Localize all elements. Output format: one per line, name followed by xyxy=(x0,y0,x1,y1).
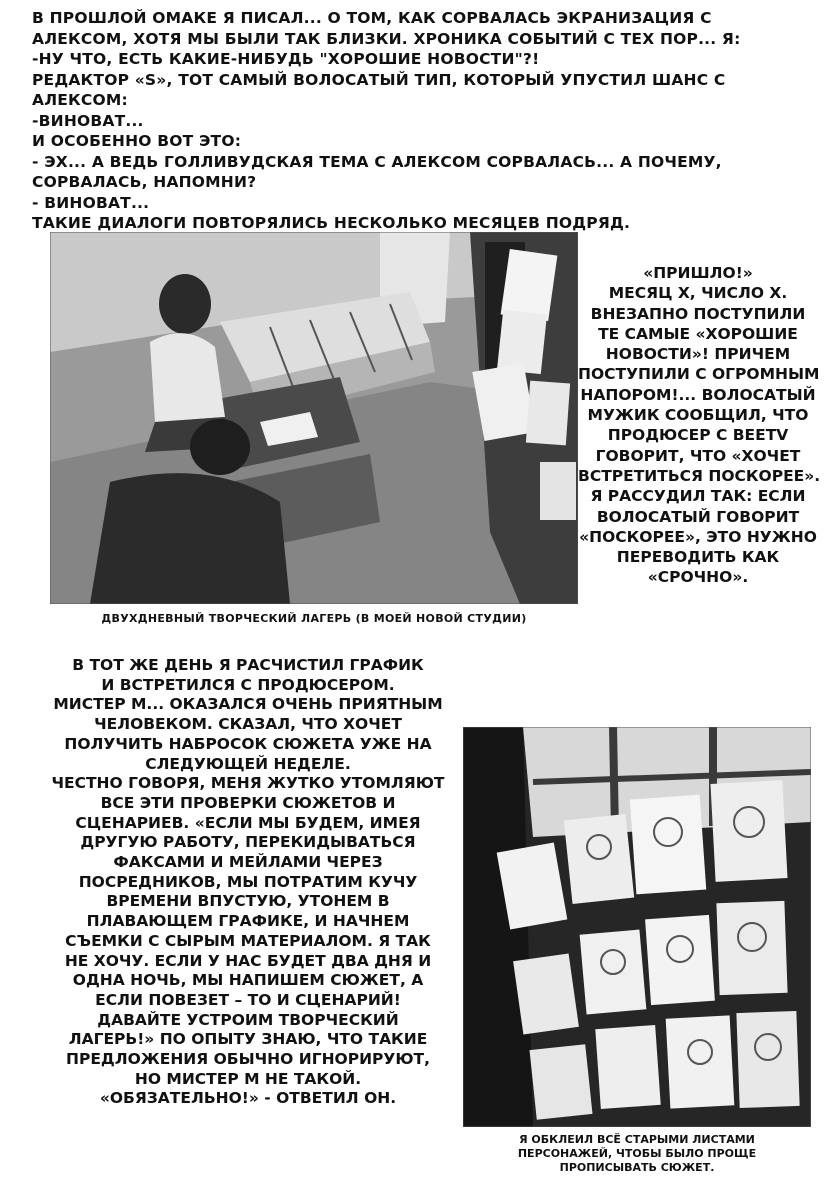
photo-caption: ДВУХДНЕВНЫЙ ТВОРЧЕСКИЙ ЛАГЕРЬ (В МОЕЙ НОВОЙ СТУДИИ) xyxy=(101,612,527,625)
intro-line: РЕДАКТОР «S», ТОТ САМЫЙ ВОЛОСАТЫЙ ТИП, КОТОРЫЙ УПУСТИЛ ШАНС С xyxy=(32,70,726,89)
main-line: СЦЕНАРИЕВ. «ЕСЛИ МЫ БУДЕМ, ИМЕЯ xyxy=(75,813,421,832)
intro-line: И ОСОБЕННО ВОТ ЭТО: xyxy=(32,132,242,150)
wall-sheets-illustration xyxy=(463,727,811,1127)
intro-line: -ВИНОВАТ... xyxy=(32,111,144,130)
main-line: ДАВАЙТЕ УСТРОИМ ТВОРЧЕСКИЙ xyxy=(97,1010,399,1029)
main-line: В ТОТ ЖЕ ДЕНЬ Я РАСЧИСТИЛ ГРАФИК xyxy=(72,656,424,674)
main-line: МИСТЕР М... ОКАЗАЛСЯ ОЧЕНЬ ПРИЯТНЫМ xyxy=(53,695,443,714)
photo-caption xyxy=(463,1133,811,1175)
main-line: ОДНА НОЧЬ, МЫ НАПИШЕМ СЮЖЕТ, А xyxy=(72,971,424,990)
side-line: ТЕ САМЫЕ «ХОРОШИЕ xyxy=(598,324,798,343)
side-line: МУЖИК СООБЩИЛ, ЧТО xyxy=(587,406,809,425)
main-line: ДРУГУЮ РАБОТУ, ПЕРЕКИДЫВАТЬСЯ xyxy=(80,833,416,852)
intro-line: АЛЕКСОМ, ХОТЯ МЫ БЫЛИ ТАК БЛИЗКИ. ХРОНИКА СОБЫТИЙ С ТЕХ ПОР... Я: xyxy=(32,29,741,48)
side-line: НОВОСТИ»! ПРИЧЕМ xyxy=(605,345,791,364)
main-line: ФАКСАМИ И МЕЙЛАМИ ЧЕРЕЗ xyxy=(113,853,383,872)
intro-line: -НУ ЧТО, ЕСТЬ КАКИЕ-НИБУДЬ "ХОРОШИЕ НОВОСТИ"?! xyxy=(32,50,540,68)
caption-line: ПРОПИСЫВАТЬ СЮЖЕТ. xyxy=(559,1161,715,1174)
main-line: ЕСЛИ ПОВЕЗЕТ – ТО И СЦЕНАРИЙ! xyxy=(95,990,401,1009)
main-line: ПОСРЕДНИКОВ, МЫ ПОТРАТИМ КУЧУ xyxy=(78,872,418,891)
caption-line: ПЕРСОНАЖЕЙ, ЧТОБЫ БЫЛО ПРОЩЕ xyxy=(517,1147,757,1160)
caption-line: Я ОБКЛЕИЛ ВСЁ СТАРЫМИ ЛИСТАМИ xyxy=(519,1133,755,1146)
main-line: «ОБЯЗАТЕЛЬНО!» - ОТВЕТИЛ ОН. xyxy=(99,1089,397,1108)
main-line: СЛЕДУЮЩЕЙ НЕДЕЛЕ. xyxy=(145,754,351,773)
studio-room-illustration xyxy=(50,232,578,604)
intro-line: - ВИНОВАТ... xyxy=(32,193,150,212)
intro-line: СОРВАЛАСЬ, НАПОМНИ? xyxy=(32,173,257,191)
wall-sheets-photo xyxy=(463,727,811,1127)
side-text xyxy=(578,263,821,588)
main-line: ПЛАВАЮЩЕМ ГРАФИКЕ, И НАЧНЕМ xyxy=(86,912,410,931)
side-line: ПЕРЕВОДИТЬ КАК xyxy=(616,548,780,567)
side-line: ГОВОРИТ, ЧТО «ХОЧЕТ xyxy=(595,446,801,465)
main-line: ПРЕДЛОЖЕНИЯ ОБЫЧНО ИГНОРИРУЮТ, xyxy=(65,1050,431,1069)
side-line: НАПОРОМ!... ВОЛОСАТЫЙ xyxy=(580,385,816,404)
side-line: ВСТРЕТИТЬСЯ ПОСКОРЕЕ». xyxy=(578,466,821,485)
side-line: «СРОЧНО». xyxy=(647,568,749,587)
side-line: ВНЕЗАПНО ПОСТУПИЛИ xyxy=(590,304,806,323)
intro-text xyxy=(32,8,792,234)
side-line: Я РАССУДИЛ ТАК: ЕСЛИ xyxy=(590,487,806,506)
main-line: ПОЛУЧИТЬ НАБРОСОК СЮЖЕТА УЖЕ НА xyxy=(64,734,432,753)
main-line: СЪЕМКИ С СЫРЫМ МАТЕРИАЛОМ. Я ТАК xyxy=(65,931,431,950)
side-line: «ПРИШЛО!» xyxy=(643,264,753,282)
main-text xyxy=(28,656,468,1109)
main-line: ВРЕМЕНИ ВПУСТУЮ, УТОНЕМ В xyxy=(106,892,390,911)
main-line: ЧЕЛОВЕКОМ. СКАЗАЛ, ЧТО ХОЧЕТ xyxy=(94,715,402,734)
intro-line: ТАКИЕ ДИАЛОГИ ПОВТОРЯЛИСЬ НЕСКОЛЬКО МЕСЯЦЕВ ПОДРЯД. xyxy=(32,214,631,232)
main-line: ЛАГЕРЬ!» ПО ОПЫТУ ЗНАЮ, ЧТО ТАКИЕ xyxy=(68,1030,428,1049)
main-line: НЕ ХОЧУ. ЕСЛИ У НАС БУДЕТ ДВА ДНЯ И xyxy=(64,951,432,970)
main-line: НО МИСТЕР М НЕ ТАКОЙ. xyxy=(134,1069,362,1088)
side-line: ПРОДЮСЕР С BEETV xyxy=(607,426,789,445)
intro-line: - ЭХ... А ВЕДЬ ГОЛЛИВУДСКАЯ ТЕМА С АЛЕКСОМ СОРВАЛАСЬ... А ПОЧЕМУ, xyxy=(32,152,722,171)
intro-line: В ПРОШЛОЙ ОМАКЕ Я ПИСАЛ... О ТОМ, КАК СОРВАЛАСЬ ЭКРАНИЗАЦИЯ С xyxy=(32,9,712,27)
main-line: ЧЕСТНО ГОВОРЯ, МЕНЯ ЖУТКО УТОМЛЯЮТ xyxy=(51,774,445,793)
side-line: «ПОСКОРЕЕ», ЭТО НУЖНО xyxy=(579,527,817,546)
side-line: ПОСТУПИЛИ С ОГРОМНЫМ xyxy=(578,365,820,384)
intro-line: АЛЕКСОМ: xyxy=(32,91,128,109)
main-line: И ВСТРЕТИЛСЯ С ПРОДЮСЕРОМ. xyxy=(101,675,395,694)
side-line: ВОЛОСАТЫЙ ГОВОРИТ xyxy=(596,507,800,526)
side-line: МЕСЯЦ Х, ЧИСЛО Х. xyxy=(608,284,788,303)
main-line: ВСЕ ЭТИ ПРОВЕРКИ СЮЖЕТОВ И xyxy=(100,793,396,812)
studio-room-photo xyxy=(50,232,578,604)
